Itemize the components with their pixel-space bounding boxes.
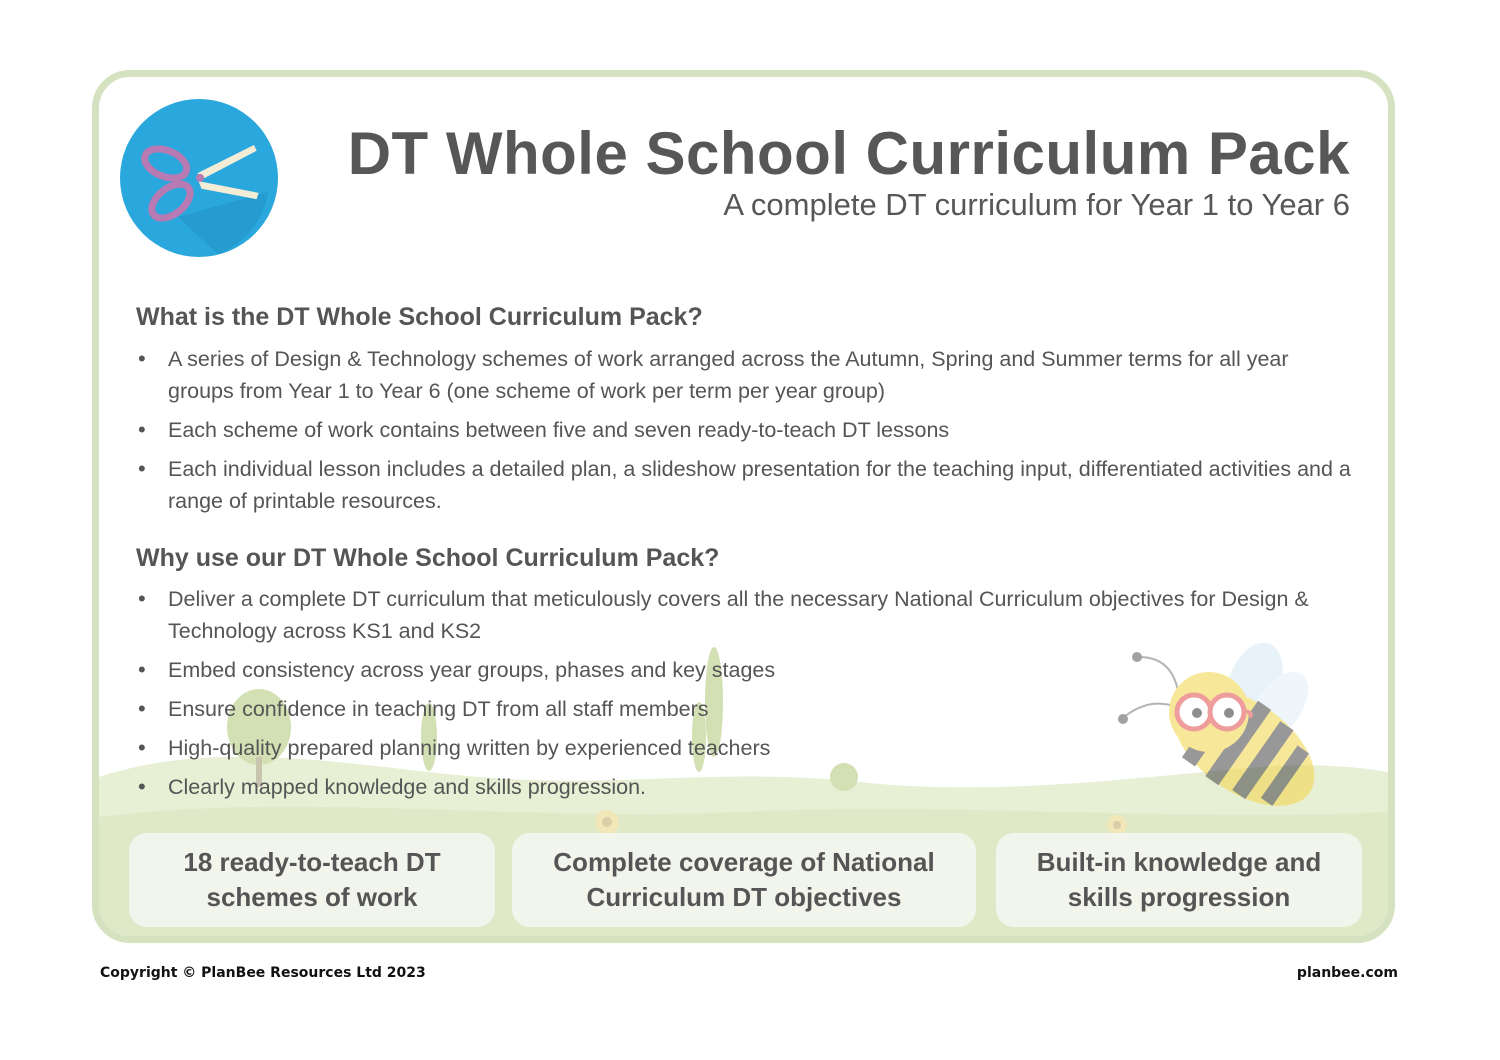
list-item: • Each individual lesson includes a detailed plan, a slideshow presentation for the teaching input, differentiated activities and a range of printable resources. [136, 453, 1356, 517]
list-item: • High-quality prepared planning written by experienced teachers [136, 732, 1356, 764]
feature-line: schemes of work [206, 882, 418, 912]
feature-line: Complete coverage of National [553, 847, 935, 877]
list-item: • Ensure confidence in teaching DT from all staff members [136, 693, 1356, 725]
scissors-icon [118, 97, 280, 259]
list-item: • Each scheme of work contains between five and seven ready-to-teach DT lessons [136, 414, 1356, 446]
feature-box-progression [996, 833, 1362, 927]
feature-line: 18 ready-to-teach DT [183, 847, 441, 877]
info-card [92, 70, 1395, 943]
feature-box-schemes [129, 833, 495, 927]
list-item: • Embed consistency across year groups, phases and key stages [136, 654, 1356, 686]
feature-box-coverage [512, 833, 976, 927]
page-title: DT Whole School Curriculum Pack [347, 120, 1350, 187]
feature-line: Built-in knowledge and [1036, 847, 1322, 877]
feature-line: skills progression [1067, 882, 1291, 912]
page-subtitle: A complete DT curriculum for Year 1 to Year 6 [723, 187, 1350, 222]
feature-line: Curriculum DT objectives [586, 882, 902, 912]
copyright-text: Copyright © PlanBee Resources Ltd 2023 [100, 965, 426, 981]
list-item: • A series of Design & Technology schemes of work arranged across the Autumn, Spring and Summer terms for all year groups from Year 1 to Year 6 (one scheme of work per term per year group) [136, 343, 1356, 407]
list-item: • Deliver a complete DT curriculum that meticulously covers all the necessary National Curriculum objectives for Design & Technology across KS1 and KS2 [136, 583, 1356, 647]
section-what-list [136, 343, 1356, 524]
bee-mascot-icon [1079, 637, 1339, 817]
section-what-heading: What is the DT Whole School Curriculum Pack? [136, 303, 703, 331]
website-text: planbee.com [1296, 965, 1398, 981]
section-why-heading: Why use our DT Whole School Curriculum Pack? [136, 544, 720, 572]
list-item: • Clearly mapped knowledge and skills progression. [136, 771, 1356, 803]
